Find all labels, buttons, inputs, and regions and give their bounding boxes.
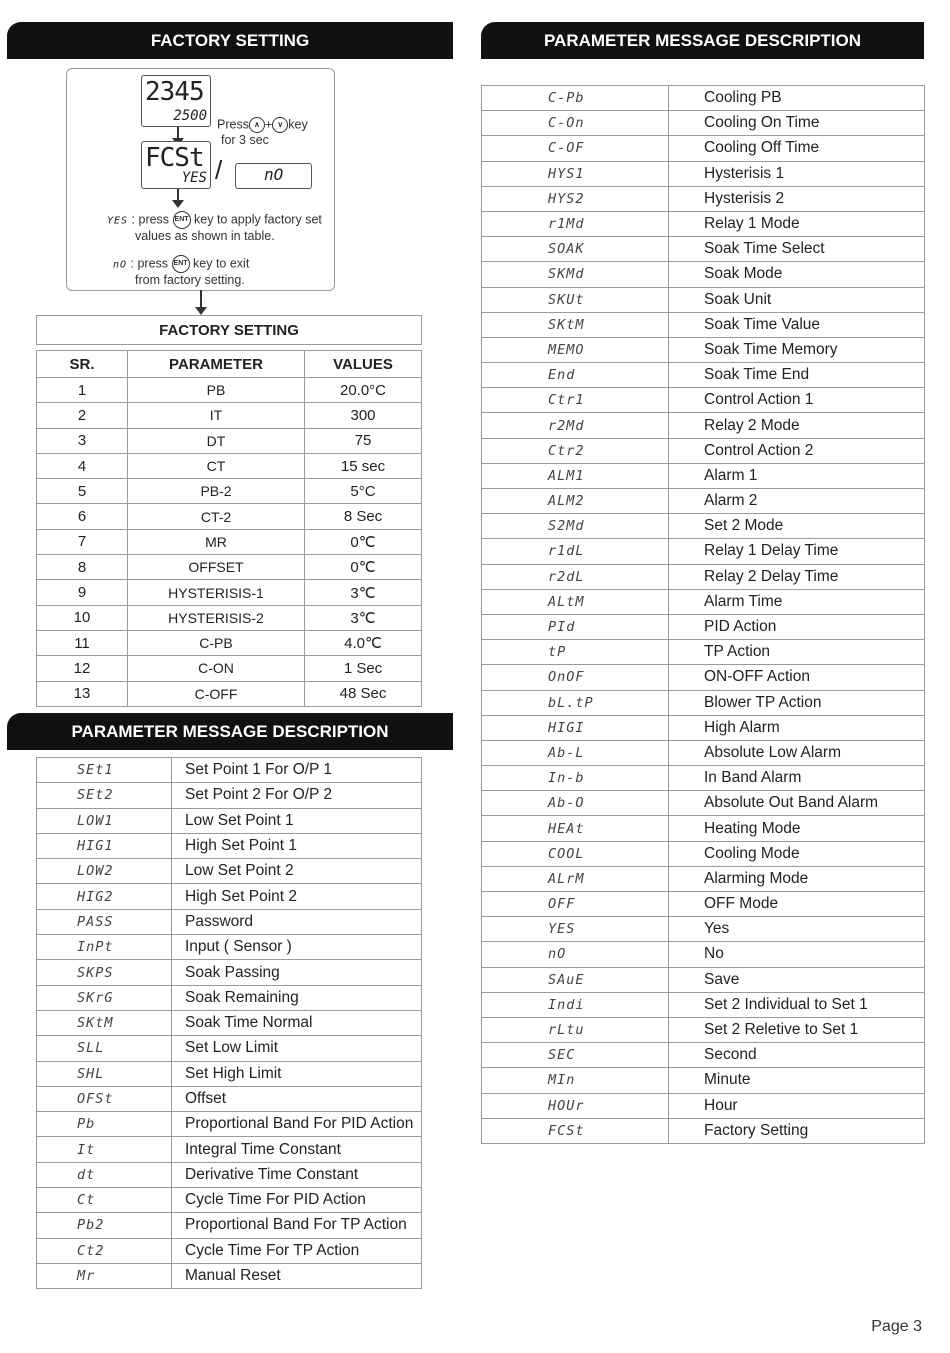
table-row bbox=[37, 1162, 422, 1187]
sr-cell: 1 bbox=[37, 378, 128, 403]
display-code-cell: OFF bbox=[482, 892, 669, 917]
table-row bbox=[482, 312, 925, 337]
table-row bbox=[482, 463, 925, 488]
table-row bbox=[482, 337, 925, 362]
description-cell: Second bbox=[669, 1043, 925, 1068]
description-cell: Set Low Limit bbox=[172, 1036, 422, 1061]
value-cell: 15 sec bbox=[305, 453, 422, 478]
display-code-cell: SEt1 bbox=[37, 758, 172, 783]
table-row bbox=[37, 909, 422, 934]
key-text: key bbox=[288, 117, 308, 132]
table-row bbox=[482, 161, 925, 186]
table-row bbox=[37, 529, 422, 554]
table-row bbox=[482, 1017, 925, 1042]
factory-setting-banner: FACTORY SETTING bbox=[7, 22, 453, 59]
header-sr: SR. bbox=[37, 351, 128, 378]
description-cell: Set 2 Reletive to Set 1 bbox=[669, 1017, 925, 1042]
table-row bbox=[482, 866, 925, 891]
description-cell: Low Set Point 2 bbox=[172, 859, 422, 884]
param-table-left bbox=[36, 757, 422, 1289]
display-code-cell: End bbox=[482, 363, 669, 388]
display-code-cell: InPt bbox=[37, 935, 172, 960]
table-row bbox=[482, 136, 925, 161]
table-row bbox=[37, 833, 422, 858]
table-row bbox=[37, 808, 422, 833]
table-row bbox=[482, 917, 925, 942]
table-row bbox=[482, 111, 925, 136]
press-text: Press bbox=[217, 117, 249, 132]
sr-cell: 2 bbox=[37, 403, 128, 428]
table-row bbox=[37, 580, 422, 605]
description-cell: ON-OFF Action bbox=[669, 665, 925, 690]
display3-text: nO bbox=[264, 165, 284, 184]
table-row bbox=[37, 935, 422, 960]
header-parameter: PARAMETER bbox=[128, 351, 305, 378]
table-row bbox=[37, 1112, 422, 1137]
sr-cell: 13 bbox=[37, 681, 128, 706]
no-detail-text: from factory setting. bbox=[135, 273, 245, 287]
description-cell: Set Point 2 For O/P 2 bbox=[172, 783, 422, 808]
table-row bbox=[482, 942, 925, 967]
header-values: VALUES bbox=[305, 351, 422, 378]
description-cell: Absolute Out Band Alarm bbox=[669, 791, 925, 816]
table-row bbox=[37, 656, 422, 681]
table-row bbox=[37, 1213, 422, 1238]
value-cell: 0℃ bbox=[305, 555, 422, 580]
table-row bbox=[37, 630, 422, 655]
pv-sv-display bbox=[141, 75, 211, 127]
table-row bbox=[482, 388, 925, 413]
description-cell: Cycle Time For PID Action bbox=[172, 1188, 422, 1213]
description-cell: Alarm 2 bbox=[669, 489, 925, 514]
sr-cell: 3 bbox=[37, 428, 128, 453]
description-cell: Cooling Off Time bbox=[669, 136, 925, 161]
table-row bbox=[37, 453, 422, 478]
display-code-cell: HYS1 bbox=[482, 161, 669, 186]
display-code-cell: LOW1 bbox=[37, 808, 172, 833]
description-cell: Password bbox=[172, 909, 422, 934]
parameter-cell: MR bbox=[128, 529, 305, 554]
param-description-banner-left: PARAMETER MESSAGE DESCRIPTION bbox=[7, 713, 453, 750]
table-row bbox=[482, 211, 925, 236]
display-code-cell: Pb bbox=[37, 1112, 172, 1137]
display-code-cell: SOAK bbox=[482, 237, 669, 262]
page-number: Page 3 bbox=[871, 1318, 922, 1335]
display-code-cell: HIG2 bbox=[37, 884, 172, 909]
display-code-cell: SEC bbox=[482, 1043, 669, 1068]
display-code-cell: MIn bbox=[482, 1068, 669, 1093]
value-cell: 75 bbox=[305, 428, 422, 453]
description-cell: Proportional Band For PID Action bbox=[172, 1112, 422, 1137]
value-cell: 0℃ bbox=[305, 529, 422, 554]
table-row bbox=[482, 539, 925, 564]
display-code-cell: ALM2 bbox=[482, 489, 669, 514]
display-code-cell: In-b bbox=[482, 766, 669, 791]
factory-table-title: FACTORY SETTING bbox=[37, 316, 422, 345]
table-row bbox=[482, 1068, 925, 1093]
press-instruction bbox=[217, 117, 308, 148]
description-cell: Soak Unit bbox=[669, 287, 925, 312]
table-row bbox=[482, 766, 925, 791]
description-cell: Hour bbox=[669, 1093, 925, 1118]
display-code-cell: C-On bbox=[482, 111, 669, 136]
table-row bbox=[37, 1263, 422, 1288]
table-row bbox=[37, 884, 422, 909]
table-row bbox=[482, 1093, 925, 1118]
sr-cell: 6 bbox=[37, 504, 128, 529]
table-row bbox=[482, 438, 925, 463]
yes-instruction bbox=[107, 211, 322, 244]
sr-cell: 12 bbox=[37, 656, 128, 681]
display-code-cell: Mr bbox=[37, 1263, 172, 1288]
display-code-cell: r2dL bbox=[482, 564, 669, 589]
table-row bbox=[482, 589, 925, 614]
description-cell: Set High Limit bbox=[172, 1061, 422, 1086]
no-press-text: : press bbox=[130, 256, 169, 271]
description-cell: Yes bbox=[669, 917, 925, 942]
yes-press-text: : press bbox=[131, 212, 170, 227]
display-code-cell: C-Pb bbox=[482, 86, 669, 111]
description-cell: High Alarm bbox=[669, 715, 925, 740]
table-row bbox=[37, 1061, 422, 1086]
value-cell: 3℃ bbox=[305, 580, 422, 605]
sr-cell: 5 bbox=[37, 479, 128, 504]
sr-cell: 11 bbox=[37, 630, 128, 655]
display-code-cell: Pb2 bbox=[37, 1213, 172, 1238]
table-row bbox=[482, 489, 925, 514]
sr-cell: 8 bbox=[37, 555, 128, 580]
table-row bbox=[37, 1188, 422, 1213]
description-cell: Low Set Point 1 bbox=[172, 808, 422, 833]
table-row bbox=[37, 605, 422, 630]
description-cell: In Band Alarm bbox=[669, 766, 925, 791]
description-cell: High Set Point 2 bbox=[172, 884, 422, 909]
table-row bbox=[482, 287, 925, 312]
description-cell: Alarm 1 bbox=[669, 463, 925, 488]
display-code-cell: PASS bbox=[37, 909, 172, 934]
yes-code: YES bbox=[107, 215, 129, 227]
table-row bbox=[37, 1086, 422, 1111]
description-cell: Control Action 1 bbox=[669, 388, 925, 413]
display2-bottom: YES bbox=[181, 170, 207, 186]
description-cell: Control Action 2 bbox=[669, 438, 925, 463]
table-row bbox=[482, 640, 925, 665]
no-instruction bbox=[113, 255, 249, 288]
description-cell: Absolute Low Alarm bbox=[669, 740, 925, 765]
description-cell: PID Action bbox=[669, 614, 925, 639]
display-code-cell: Ab-L bbox=[482, 740, 669, 765]
display-code-cell: HEAt bbox=[482, 816, 669, 841]
display-code-cell: bL.tP bbox=[482, 690, 669, 715]
description-cell: Set 2 Individual to Set 1 bbox=[669, 992, 925, 1017]
display-code-cell: COOL bbox=[482, 841, 669, 866]
table-row bbox=[482, 715, 925, 740]
description-cell: Minute bbox=[669, 1068, 925, 1093]
display-code-cell: SAuE bbox=[482, 967, 669, 992]
table-row bbox=[482, 413, 925, 438]
table-row bbox=[482, 1118, 925, 1143]
display-code-cell: tP bbox=[482, 640, 669, 665]
display-code-cell: HOUr bbox=[482, 1093, 669, 1118]
display-code-cell: OFSt bbox=[37, 1086, 172, 1111]
param-description-banner-right: PARAMETER MESSAGE DESCRIPTION bbox=[481, 22, 924, 59]
up-key-icon: ∧ bbox=[249, 117, 265, 133]
display-code-cell: Indi bbox=[482, 992, 669, 1017]
value-cell: 48 Sec bbox=[305, 681, 422, 706]
description-cell: Relay 2 Delay Time bbox=[669, 564, 925, 589]
description-cell: Soak Time End bbox=[669, 363, 925, 388]
parameter-cell: C-ON bbox=[128, 656, 305, 681]
table-row bbox=[37, 1238, 422, 1263]
value-cell: 8 Sec bbox=[305, 504, 422, 529]
table-row bbox=[482, 564, 925, 589]
display-code-cell: SLL bbox=[37, 1036, 172, 1061]
table-row bbox=[482, 614, 925, 639]
description-cell: Input ( Sensor ) bbox=[172, 935, 422, 960]
display-code-cell: ALM1 bbox=[482, 463, 669, 488]
table-row bbox=[37, 555, 422, 580]
display-code-cell: YES bbox=[482, 917, 669, 942]
ent-key-icon: ENT bbox=[172, 255, 190, 273]
parameter-cell: C-OFF bbox=[128, 681, 305, 706]
table-row bbox=[482, 816, 925, 841]
description-cell: Relay 1 Delay Time bbox=[669, 539, 925, 564]
display-code-cell: It bbox=[37, 1137, 172, 1162]
description-cell: Alarm Time bbox=[669, 589, 925, 614]
table-row bbox=[37, 403, 422, 428]
display-code-cell: HIGI bbox=[482, 715, 669, 740]
table-row bbox=[482, 791, 925, 816]
display-code-cell: C-OF bbox=[482, 136, 669, 161]
display-code-cell: SKPS bbox=[37, 960, 172, 985]
table-row bbox=[37, 1137, 422, 1162]
parameter-cell: HYSTERISIS-2 bbox=[128, 605, 305, 630]
description-cell: Derivative Time Constant bbox=[172, 1162, 422, 1187]
table-row bbox=[37, 859, 422, 884]
display-code-cell: SKrG bbox=[37, 985, 172, 1010]
press-duration: for 3 sec bbox=[221, 133, 269, 147]
display2-top: FCSt bbox=[145, 143, 204, 173]
description-cell: Cooling PB bbox=[669, 86, 925, 111]
flow-arrow-to-table bbox=[200, 290, 202, 308]
description-cell: Save bbox=[669, 967, 925, 992]
display-code-cell: SKtM bbox=[482, 312, 669, 337]
description-cell: Offset bbox=[172, 1086, 422, 1111]
table-row bbox=[37, 783, 422, 808]
value-cell: 300 bbox=[305, 403, 422, 428]
table-row bbox=[482, 892, 925, 917]
parameter-cell: C-PB bbox=[128, 630, 305, 655]
description-cell: Manual Reset bbox=[172, 1263, 422, 1288]
table-row bbox=[37, 758, 422, 783]
table-row bbox=[482, 992, 925, 1017]
display1-bottom: 2500 bbox=[173, 108, 207, 124]
description-cell: Alarming Mode bbox=[669, 866, 925, 891]
display1-top: 2345 bbox=[145, 77, 204, 107]
sr-cell: 7 bbox=[37, 529, 128, 554]
description-cell: Relay 2 Mode bbox=[669, 413, 925, 438]
display-code-cell: SKUt bbox=[482, 287, 669, 312]
display-code-cell: rLtu bbox=[482, 1017, 669, 1042]
display-code-cell: r1dL bbox=[482, 539, 669, 564]
param-table-right bbox=[481, 85, 925, 1144]
table-row bbox=[37, 378, 422, 403]
display-code-cell: dt bbox=[37, 1162, 172, 1187]
plus-text: + bbox=[264, 117, 273, 132]
display-code-cell: LOW2 bbox=[37, 859, 172, 884]
parameter-cell: PB bbox=[128, 378, 305, 403]
parameter-cell: HYSTERISIS-1 bbox=[128, 580, 305, 605]
display-code-cell: ALtM bbox=[482, 589, 669, 614]
description-cell: Soak Remaining bbox=[172, 985, 422, 1010]
display-code-cell: PId bbox=[482, 614, 669, 639]
description-cell: Soak Mode bbox=[669, 262, 925, 287]
display-code-cell: MEMO bbox=[482, 337, 669, 362]
table-row bbox=[482, 86, 925, 111]
display-code-cell: SKMd bbox=[482, 262, 669, 287]
value-cell: 4.0℃ bbox=[305, 630, 422, 655]
display-code-cell: SEt2 bbox=[37, 783, 172, 808]
sr-cell: 4 bbox=[37, 453, 128, 478]
description-cell: Soak Time Normal bbox=[172, 1010, 422, 1035]
table-row bbox=[37, 504, 422, 529]
description-cell: Hysterisis 1 bbox=[669, 161, 925, 186]
parameter-cell: CT bbox=[128, 453, 305, 478]
display-code-cell: Ctr2 bbox=[482, 438, 669, 463]
factory-setting-flow-diagram bbox=[66, 68, 335, 291]
display-code-cell: Ab-O bbox=[482, 791, 669, 816]
display-code-cell: HYS2 bbox=[482, 186, 669, 211]
factory-setting-table bbox=[36, 315, 422, 707]
table-row bbox=[482, 237, 925, 262]
table-row bbox=[37, 479, 422, 504]
description-cell: TP Action bbox=[669, 640, 925, 665]
value-cell: 3℃ bbox=[305, 605, 422, 630]
table-row bbox=[482, 262, 925, 287]
flow-arrow-2 bbox=[177, 189, 179, 201]
display-code-cell: ALrM bbox=[482, 866, 669, 891]
table-row bbox=[482, 186, 925, 211]
table-row bbox=[37, 985, 422, 1010]
display-code-cell: Ct2 bbox=[37, 1238, 172, 1263]
table-row bbox=[37, 681, 422, 706]
display-code-cell: OnOF bbox=[482, 665, 669, 690]
slash-separator: / bbox=[215, 155, 223, 185]
table-row bbox=[482, 363, 925, 388]
table-row bbox=[482, 967, 925, 992]
description-cell: Soak Time Memory bbox=[669, 337, 925, 362]
no-action-text: key to exit bbox=[193, 256, 250, 271]
parameter-cell: IT bbox=[128, 403, 305, 428]
description-cell: Cycle Time For TP Action bbox=[172, 1238, 422, 1263]
description-cell: Proportional Band For TP Action bbox=[172, 1213, 422, 1238]
display-code-cell: r2Md bbox=[482, 413, 669, 438]
display-code-cell: FCSt bbox=[482, 1118, 669, 1143]
description-cell: Cooling On Time bbox=[669, 111, 925, 136]
description-cell: Soak Passing bbox=[172, 960, 422, 985]
description-cell: Set 2 Mode bbox=[669, 514, 925, 539]
table-row bbox=[482, 740, 925, 765]
parameter-cell: CT-2 bbox=[128, 504, 305, 529]
no-code: nO bbox=[113, 259, 128, 271]
down-key-icon: ∨ bbox=[272, 117, 288, 133]
table-row bbox=[37, 1036, 422, 1061]
ent-key-icon: ENT bbox=[173, 211, 191, 229]
description-cell: No bbox=[669, 942, 925, 967]
display-code-cell: r1Md bbox=[482, 211, 669, 236]
description-cell: Blower TP Action bbox=[669, 690, 925, 715]
table-row bbox=[37, 960, 422, 985]
flow-arrow-1 bbox=[177, 127, 179, 139]
yes-detail-text: values as shown in table. bbox=[135, 229, 275, 243]
description-cell: Heating Mode bbox=[669, 816, 925, 841]
description-cell: Soak Time Value bbox=[669, 312, 925, 337]
description-cell: High Set Point 1 bbox=[172, 833, 422, 858]
display-code-cell: nO bbox=[482, 942, 669, 967]
yes-action-text: key to apply factory set bbox=[194, 212, 322, 227]
sr-cell: 9 bbox=[37, 580, 128, 605]
display-code-cell: SKtM bbox=[37, 1010, 172, 1035]
table-row bbox=[482, 665, 925, 690]
parameter-cell: DT bbox=[128, 428, 305, 453]
display-code-cell: Ctr1 bbox=[482, 388, 669, 413]
parameter-cell: OFFSET bbox=[128, 555, 305, 580]
fcst-display bbox=[141, 141, 211, 189]
table-row bbox=[482, 514, 925, 539]
value-cell: 5°C bbox=[305, 479, 422, 504]
description-cell: Set Point 1 For O/P 1 bbox=[172, 758, 422, 783]
description-cell: Integral Time Constant bbox=[172, 1137, 422, 1162]
description-cell: Hysterisis 2 bbox=[669, 186, 925, 211]
description-cell: Soak Time Select bbox=[669, 237, 925, 262]
no-display bbox=[235, 163, 312, 189]
description-cell: Factory Setting bbox=[669, 1118, 925, 1143]
table-row bbox=[37, 428, 422, 453]
table-row bbox=[482, 1043, 925, 1068]
value-cell: 1 Sec bbox=[305, 656, 422, 681]
table-row bbox=[37, 1010, 422, 1035]
display-code-cell: Ct bbox=[37, 1188, 172, 1213]
table-row bbox=[482, 841, 925, 866]
description-cell: OFF Mode bbox=[669, 892, 925, 917]
description-cell: Cooling Mode bbox=[669, 841, 925, 866]
parameter-cell: PB-2 bbox=[128, 479, 305, 504]
value-cell: 20.0°C bbox=[305, 378, 422, 403]
display-code-cell: HIG1 bbox=[37, 833, 172, 858]
display-code-cell: SHL bbox=[37, 1061, 172, 1086]
sr-cell: 10 bbox=[37, 605, 128, 630]
display-code-cell: S2Md bbox=[482, 514, 669, 539]
description-cell: Relay 1 Mode bbox=[669, 211, 925, 236]
table-row bbox=[482, 690, 925, 715]
